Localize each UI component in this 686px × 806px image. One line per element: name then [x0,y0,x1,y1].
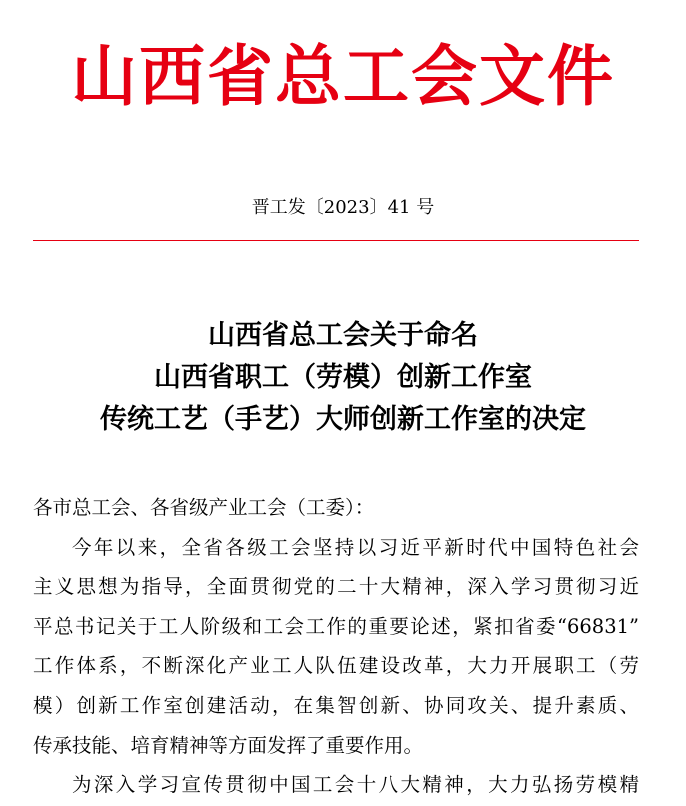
red-divider-line [33,240,639,241]
document-body [33,488,639,805]
paragraph-2-line-1: 为深入学习宣传贯彻中国工会十八大精神，大力弘扬劳模精 [72,773,639,797]
salutation: 各市总工会、各省级产业工会（工委）： [33,496,375,519]
paragraph-1-line-2: 主义思想为指导，全面贯彻党的二十大精神，深入学习贯彻习近 [33,575,639,599]
masthead-title: 山西省总工会文件 [71,37,615,115]
paragraph-1-line-5: 模）创新工作室创建活动，在集智创新、协同攻关、提升素质、 [33,693,639,717]
paragraph-1-line-4: 工作体系，不断深化产业工人队伍建设改革，大力开展职工（劳 [33,654,639,678]
title-line-3: 传统工艺（手艺）大师创新工作室的决定 [100,404,586,435]
document-title [0,315,686,441]
paragraph-1-line-6: 传承技能、培育精神等方面发挥了重要作用。 [33,733,424,757]
paragraph-1-line-1: 今年以来，全省各级工会坚持以习近平新时代中国特色社会 [72,535,639,559]
title-line-1: 山西省总工会关于命名 [208,320,478,351]
title-line-2: 山西省职工（劳模）创新工作室 [154,362,532,393]
paragraph-1-line-3: 平总书记关于工人阶级和工会工作的重要论述，紧扣省委“66831” [33,614,639,638]
document-number: 晋工发〔2023〕41 号 [251,197,435,218]
